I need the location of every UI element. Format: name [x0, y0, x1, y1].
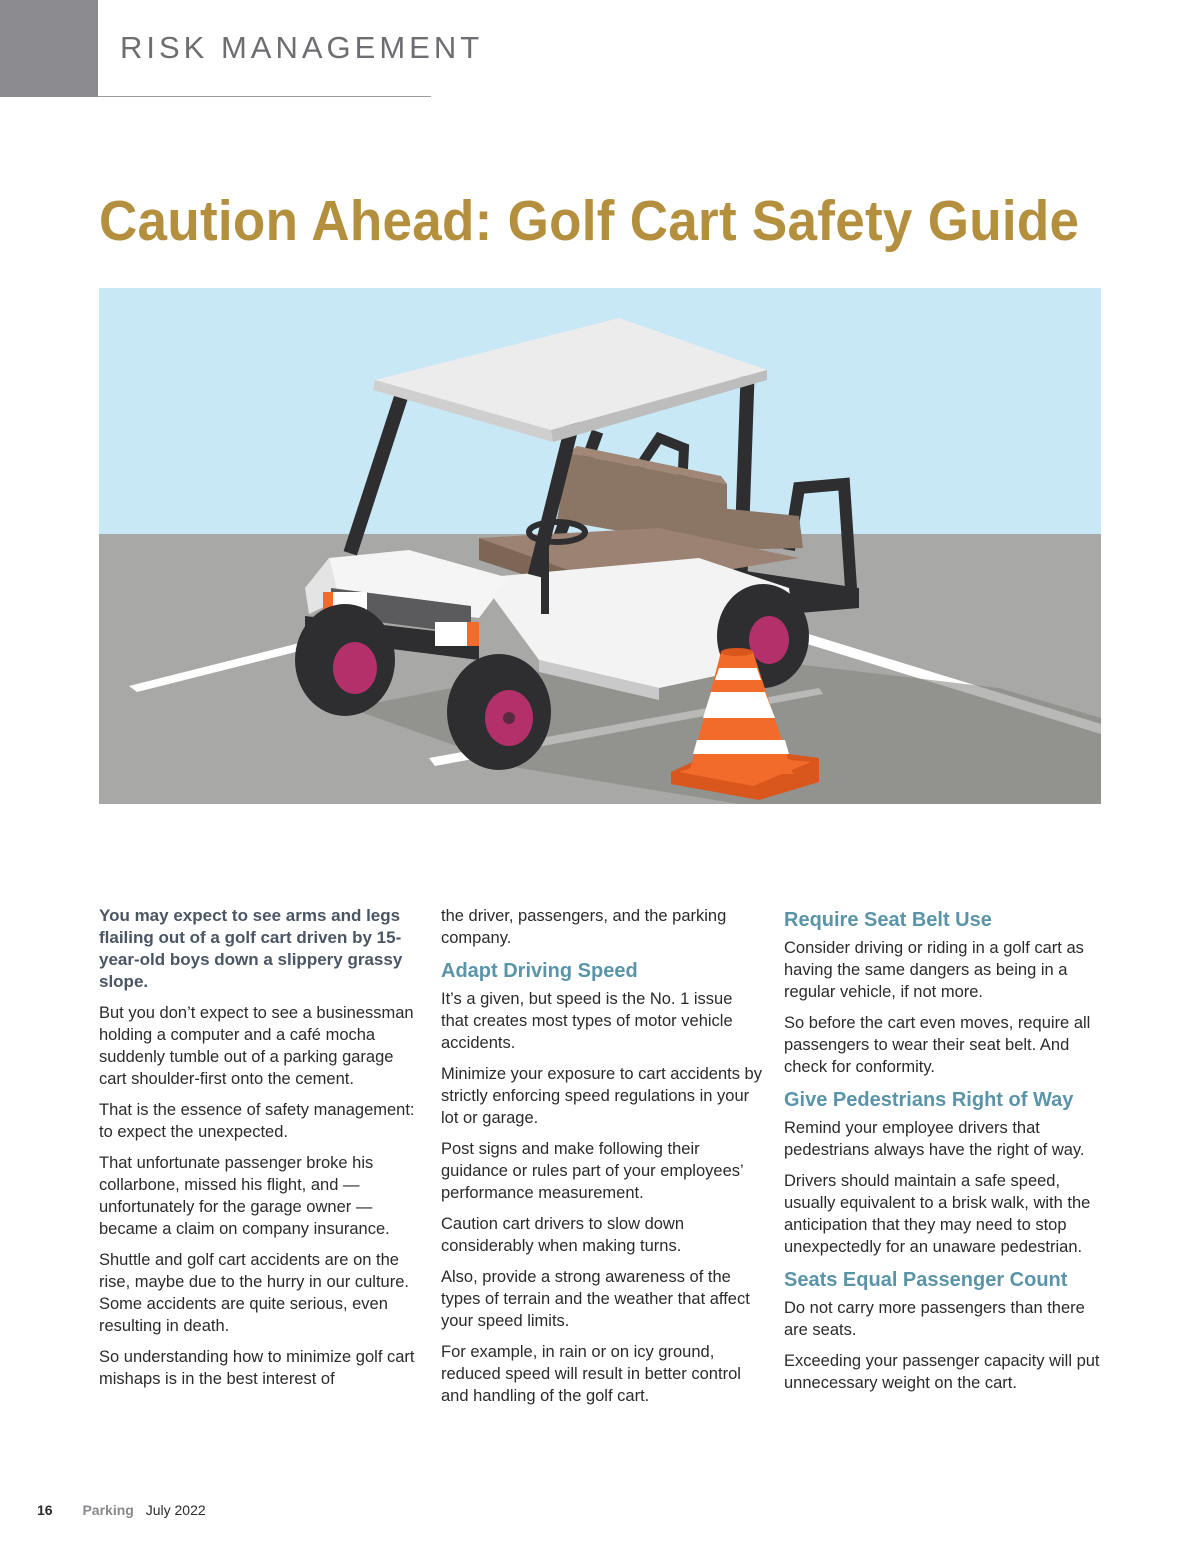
article-column-1: [99, 905, 421, 1399]
body-paragraph: So understanding how to minimize golf cart mishaps is in the best interest of: [99, 1348, 415, 1388]
turn-signal: [467, 622, 479, 646]
magazine-name: Parking: [82, 1502, 134, 1518]
article-column-3: [784, 905, 1106, 1403]
page-title: Caution Ahead: Golf Cart Safety Guide: [99, 189, 1080, 253]
subhead-seat-belt: Require Seat Belt Use: [784, 909, 992, 931]
golf-cart-illustration: [99, 288, 1101, 804]
body-paragraph: Exceeding your passenger capacity will put unnecessary weight on the cart.: [784, 1352, 1100, 1392]
cone-stripe: [715, 668, 761, 680]
body-paragraph: Shuttle and golf cart accidents are on the rise, maybe due to the hurry in our culture. Some accidents are quite serious, even resulting in death.: [99, 1251, 409, 1335]
page-footer: [37, 1502, 206, 1518]
hero-illustration: [99, 288, 1101, 804]
subhead-passenger-count: Seats Equal Passenger Count: [784, 1269, 1068, 1291]
cone-tip: [721, 648, 753, 656]
page-number: 16: [37, 1502, 53, 1518]
body-paragraph: the driver, passengers, and the parking company.: [441, 907, 727, 947]
body-paragraph: Consider driving or riding in a golf cart as having the same dangers as being in a regular vehicle, if not more.: [784, 939, 1084, 1001]
body-paragraph: For example, in rain or on icy ground, reduced speed will result in better control and handling of the golf cart.: [441, 1343, 741, 1405]
body-paragraph: Minimize your exposure to cart accidents by strictly enforcing speed regulations in your lot or garage.: [441, 1065, 762, 1127]
body-paragraph: Drivers should maintain a safe speed, usually equivalent to a brisk walk, with the anticipation that they may need to stop unexpectedly for an unaware pedestrian.: [784, 1172, 1091, 1256]
body-paragraph: Post signs and make following their guidance or rules part of your employees’ performance measurement.: [441, 1140, 744, 1202]
body-paragraph: That is the essence of safety management: to expect the unexpected.: [99, 1101, 415, 1141]
issue-date: July 2022: [145, 1502, 206, 1518]
body-paragraph: Do not carry more passengers than there are seats.: [784, 1299, 1085, 1339]
section-label: RISK MANAGEMENT: [120, 30, 484, 65]
body-paragraph: Caution cart drivers to slow down considerably when making turns.: [441, 1215, 685, 1255]
wheel-hub: [333, 642, 377, 694]
wheel-nut: [503, 712, 515, 724]
body-paragraph: That unfortunate passenger broke his collarbone, missed his flight, and — unfortunately for the garage owner — became a claim on company insurance.: [99, 1154, 390, 1238]
subhead-pedestrians: Give Pedestrians Right of Way: [784, 1089, 1074, 1111]
lead-paragraph: You may expect to see arms and legs flailing out of a golf cart driven by 15-year-old boys down a slippery grassy slope.: [99, 906, 403, 991]
body-paragraph: It’s a given, but speed is the No. 1 issue that creates most types of motor vehicle accidents.: [441, 990, 733, 1052]
subhead-adapt-driving-speed: Adapt Driving Speed: [441, 960, 638, 982]
body-paragraph: Also, provide a strong awareness of the types of terrain and the weather that affect your speed limits.: [441, 1268, 750, 1330]
body-paragraph: But you don’t expect to see a businessman holding a computer and a café mocha suddenly tumble out of a parking garage cart shoulder-first onto the cement.: [99, 1004, 414, 1088]
section-color-block: [0, 0, 98, 97]
article-column-2: [441, 905, 763, 1416]
wheel-hub: [749, 616, 789, 664]
cone-stripe: [703, 692, 775, 718]
body-paragraph: So before the cart even moves, require all passengers to wear their seat belt. And check for conformity.: [784, 1014, 1091, 1076]
cone-stripe: [693, 740, 789, 754]
section-rule: [98, 96, 431, 97]
body-paragraph: Remind your employee drivers that pedestrians always have the right of way.: [784, 1119, 1085, 1159]
